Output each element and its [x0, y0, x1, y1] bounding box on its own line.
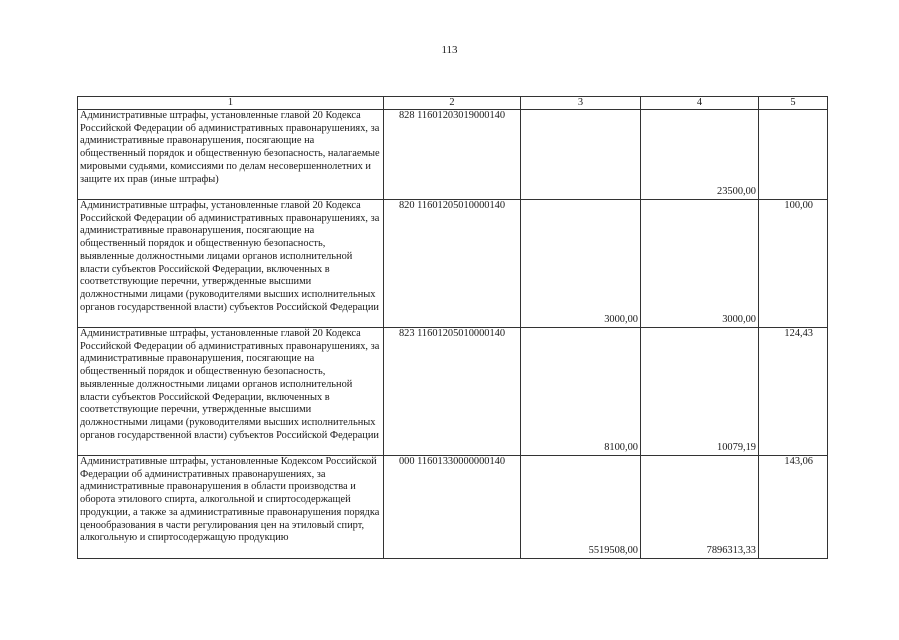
- page-number: 113: [441, 44, 458, 56]
- table-row: [78, 110, 828, 200]
- column-header: 3: [521, 97, 641, 110]
- revenue-table: [77, 96, 828, 559]
- row-col4-value: 7896313,33: [641, 456, 759, 559]
- row-description: Административные штрафы, установленные главой 20 Кодекса Российской Федерации об административных правонарушениях, за административные правонарушения, посягающие на общественный порядок и общественную безопасность, выявленные должностными лицами органов исполнительной власти субъектов Российской Федерации, включенных в соответствующие перечни, утвержденные высшими должностными лицами (руководителями высших исполнительных органов государственной власти) субъектов Российской Федерации: [78, 328, 384, 456]
- column-header: 5: [759, 97, 828, 110]
- row-col4-value: 10079,19: [641, 328, 759, 456]
- row-col5-value: 100,00: [759, 200, 828, 328]
- table-row: [78, 200, 828, 328]
- row-col4-value: 23500,00: [641, 110, 759, 200]
- row-col5-value: [759, 110, 828, 200]
- row-col3-value: 8100,00: [521, 328, 641, 456]
- row-col3-value: 3000,00: [521, 200, 641, 328]
- column-header: 1: [78, 97, 384, 110]
- row-col4-value: 3000,00: [641, 200, 759, 328]
- row-description: Административные штрафы, установленные главой 20 Кодекса Российской Федерации об административных правонарушениях, за административные правонарушения, посягающие на общественный порядок и общественную безопасность, выявленные должностными лицами органов исполнительной власти субъектов Российской Федерации, включенных в соответствующие перечни, утвержденные высшими должностными лицами (руководителями высших исполнительных органов государственной власти) субъектов Российской Федерации: [78, 200, 384, 328]
- table-row: [78, 328, 828, 456]
- row-description: Административные штрафы, установленные Кодексом Российской Федерации об административных правонарушениях, за административные правонарушения в области производства и оборота этилового спирта, алкогольной и спиртосодержащей продукции, а также за административные правонарушения порядка ценообразования в части регулирования цен на этиловый спирт, алкогольную и спиртосодержащую продукцию: [78, 456, 384, 559]
- row-code: 828 11601203019000140: [384, 110, 521, 200]
- row-col3-value: [521, 110, 641, 200]
- row-col5-value: 143,06: [759, 456, 828, 559]
- row-code: 823 11601205010000140: [384, 328, 521, 456]
- row-code: 000 11601330000000140: [384, 456, 521, 559]
- row-col3-value: 5519508,00: [521, 456, 641, 559]
- column-header: 4: [641, 97, 759, 110]
- row-description: Административные штрафы, установленные главой 20 Кодекса Российской Федерации об административных правонарушениях, за административные правонарушения, посягающие на общественный порядок и общественную безопасность, налагаемые мировыми судьями, комиссиями по делам несовершеннолетних и защите их прав (иные штрафы): [78, 110, 384, 200]
- table-row: [78, 456, 828, 559]
- column-header: 2: [384, 97, 521, 110]
- table-header-row: [78, 97, 828, 110]
- row-code: 820 11601205010000140: [384, 200, 521, 328]
- row-col5-value: 124,43: [759, 328, 828, 456]
